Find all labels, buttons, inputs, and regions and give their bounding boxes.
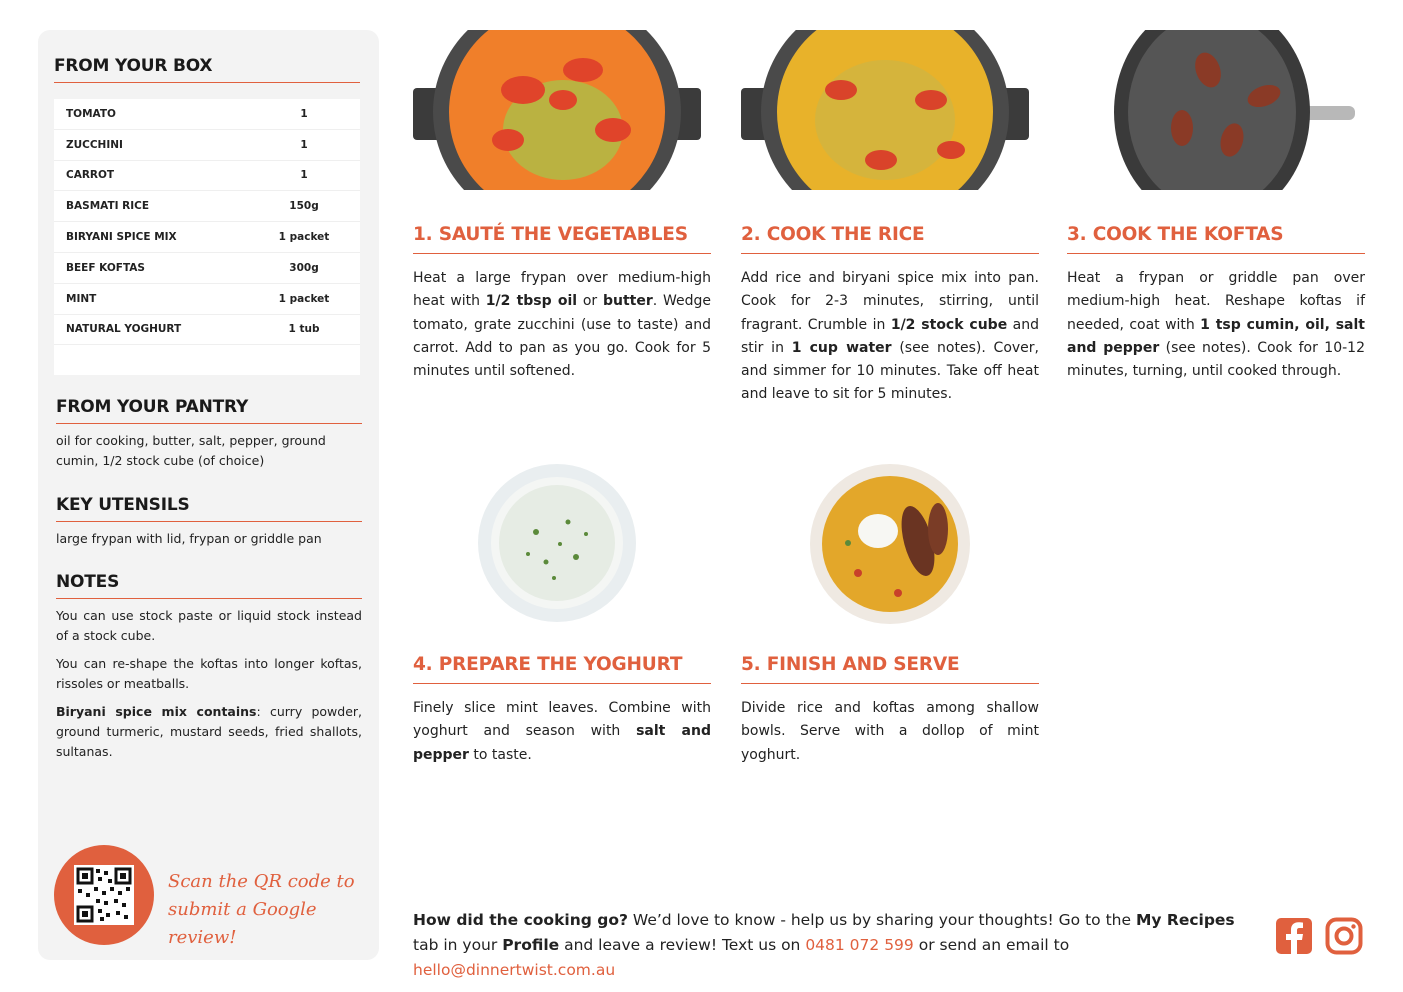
pantry-text: oil for cooking, butter, salt, pepper, ground cumin, 1/2 stock cube (of choice) (56, 433, 326, 468)
text: Finely slice mint leaves. Combine with yoghurt and season with (413, 700, 711, 740)
bold-text: How did the cooking go? (413, 911, 628, 929)
ingredient-name: BEEF KOFTAS (66, 261, 145, 274)
ingredient-name: BASMATI RICE (66, 200, 150, 213)
divider (1067, 253, 1365, 254)
table-row (54, 191, 360, 222)
bold-text: 1 tsp cumin, oil, salt and pepper (1067, 316, 1365, 356)
notes-text (56, 606, 362, 770)
ingredient-name: CARROT (66, 169, 115, 182)
table-row (54, 161, 360, 192)
table-row (54, 284, 360, 315)
ingredient-qty: 1 packet (278, 231, 330, 244)
email-link[interactable]: hello@dinnertwist.com.au (413, 961, 616, 979)
divider (54, 82, 360, 83)
text: . Wedge tomato, grate zucchini (use to taste) and carrot. Add to pan as you go. Cook for 5 minutes until softened. (413, 293, 711, 380)
bold-text: Profile (502, 936, 560, 954)
utensils-heading: KEY UTENSILS (56, 495, 190, 515)
table-row (54, 315, 360, 346)
ingredient-qty: 300g (289, 261, 319, 274)
rice-pan-photo (741, 30, 1029, 198)
yoghurt-bowl-photo (476, 462, 638, 624)
text: (see notes). Cover, and simmer for 10 minutes. Take off heat and leave to sit for 5 minutes. (741, 339, 1039, 403)
bold-text: My Recipes (1135, 911, 1235, 929)
facebook-icon[interactable] (1275, 917, 1313, 955)
table-row (54, 222, 360, 253)
ingredient-name: BIRYANI SPICE MIX (66, 231, 177, 244)
ingredient-name: ZUCCHINI (66, 138, 123, 151)
finished-dish-photo (808, 463, 972, 625)
ingredient-qty: 1 packet (278, 292, 330, 305)
text: or send an email to (913, 936, 1070, 954)
text: Divide rice and koftas among shallow bowls. Serve with a dollop of mint yoghurt. (741, 700, 1039, 763)
ingredient-qty: 1 (300, 107, 308, 120)
ingredient-qty: 1 (300, 138, 308, 151)
divider (741, 683, 1039, 684)
step-3-title: 3. COOK THE KOFTAS (1067, 224, 1284, 245)
divider (413, 253, 711, 254)
qr-caption-line: submit a Google review! (168, 899, 317, 948)
note-bold: Biryani spice mix contains (56, 704, 257, 719)
bold-text: salt and pepper (413, 723, 711, 763)
text: Heat a large frypan over medium-high heat with (413, 270, 711, 310)
ingredients-table (54, 99, 360, 375)
text: We’d love to know - help us by sharing your thoughts! Go to the (627, 911, 1136, 929)
ingredient-qty: 1 tub (288, 323, 320, 336)
bold-text: butter (602, 293, 653, 310)
step-5-text (741, 697, 1039, 767)
vegetables-pan-photo (413, 30, 701, 198)
qr-code-icon (74, 865, 134, 925)
table-row (54, 253, 360, 284)
divider (56, 598, 362, 599)
text: tab in your (413, 936, 503, 954)
text: and leave a review! Text us on (559, 936, 806, 954)
pantry-heading: FROM YOUR PANTRY (56, 397, 249, 417)
from-box-heading: FROM YOUR BOX (54, 56, 213, 76)
step-1-text (413, 267, 711, 383)
ingredients-sidebar (38, 30, 379, 960)
ingredient-name: TOMATO (66, 107, 116, 120)
divider (56, 423, 362, 424)
step-3-text (1067, 267, 1365, 383)
note-rest: : curry powder, ground turmeric, mustard seeds, fried shallots, sultanas. (56, 704, 363, 759)
step-2-text (741, 267, 1039, 407)
qr-badge[interactable] (54, 845, 154, 945)
note-spice-mix (56, 702, 362, 762)
step-4-text (413, 697, 711, 767)
divider (413, 683, 711, 684)
ingredient-qty: 150g (289, 200, 319, 213)
step-1-title: 1. SAUTÉ THE VEGETABLES (413, 224, 688, 245)
feedback-footer (413, 908, 1263, 983)
notes-heading: NOTES (56, 572, 120, 592)
bold-text: 1/2 stock cube (890, 316, 1008, 333)
divider (56, 521, 362, 522)
step-2-title: 2. COOK THE RICE (741, 224, 925, 245)
phone-link[interactable]: 0481 072 599 (805, 936, 914, 954)
qr-caption (168, 868, 368, 952)
ingredient-name: NATURAL YOGHURT (66, 323, 182, 336)
bold-text: 1 cup water (791, 339, 892, 356)
utensils-text: large frypan with lid, frypan or griddle pan (56, 531, 322, 546)
text: and stir in (741, 316, 1039, 356)
note-koftas: You can re-shape the koftas into longer koftas, rissoles or meatballs. (56, 656, 362, 691)
note-stock: You can use stock paste or liquid stock instead of a stock cube. (56, 608, 362, 643)
divider (741, 253, 1039, 254)
text: Heat a frypan or griddle pan over medium-high heat. Reshape koftas if needed, coat with (1067, 270, 1365, 333)
step-4-title: 4. PREPARE THE YOGHURT (413, 654, 683, 675)
ingredient-qty: 1 (300, 169, 308, 182)
qr-caption-line: Scan the QR code to (168, 871, 355, 892)
text: to taste. (468, 746, 532, 763)
text: Add rice and biryani spice mix into pan. Cook for 2-3 minutes, stirring, until fragrant. Crumble in (741, 270, 1039, 333)
koftas-pan-photo (1114, 30, 1356, 198)
step-5-title: 5. FINISH AND SERVE (741, 654, 960, 675)
table-row (54, 130, 360, 161)
text: or (577, 293, 603, 310)
ingredient-name: MINT (66, 292, 97, 305)
bold-text: 1/2 tbsp oil (485, 293, 578, 310)
table-row (54, 99, 360, 130)
instagram-icon[interactable] (1325, 917, 1363, 955)
text: (see notes). Cook for 10-12 minutes, turning, until cooked through. (1067, 339, 1365, 380)
